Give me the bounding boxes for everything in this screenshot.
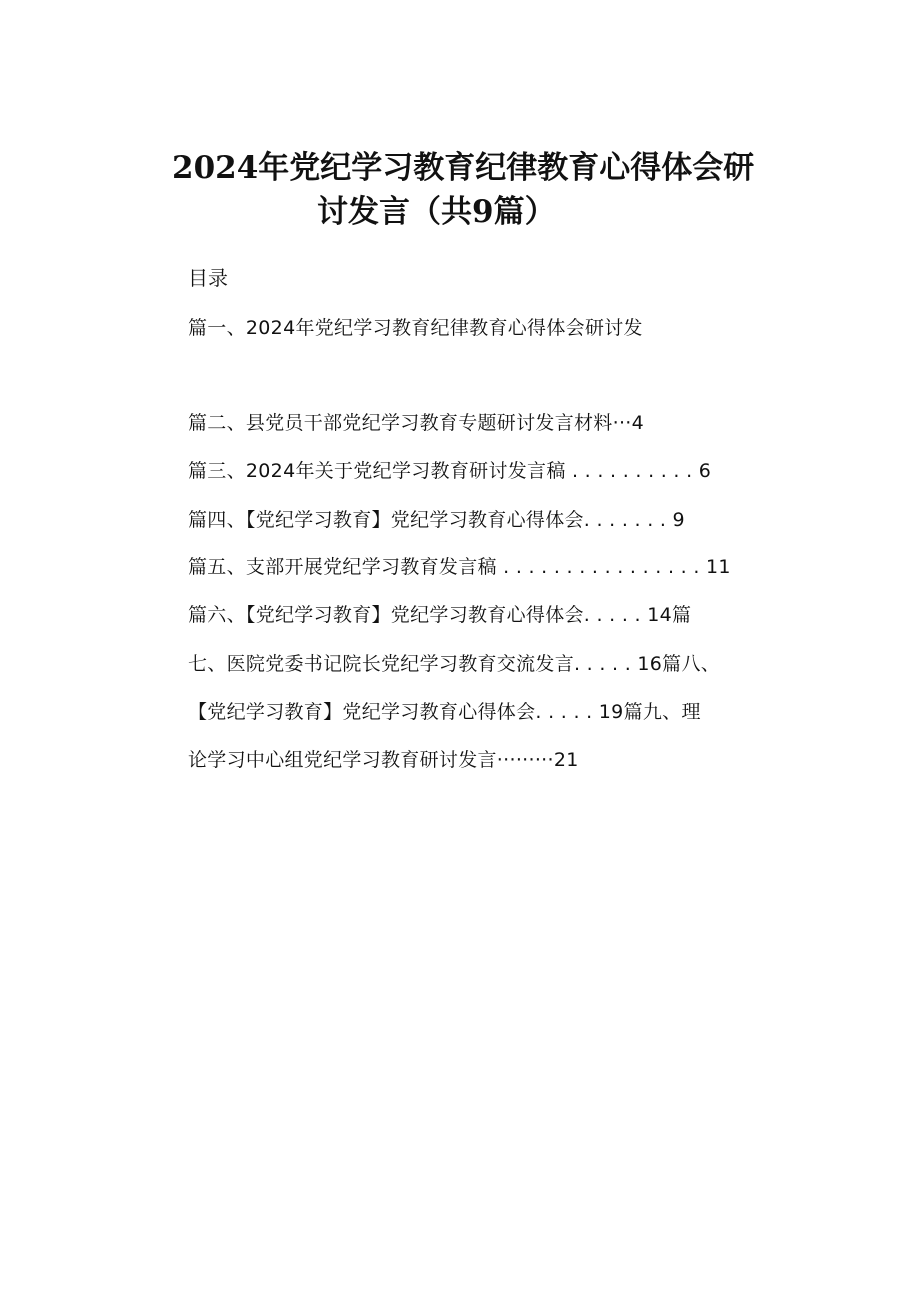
document-title-line-1: 2024年党纪学习教育纪律教育心得体会研 bbox=[172, 150, 755, 186]
toc-line: 篇一、2024年党纪学习教育纪律教育心得体会研讨发 bbox=[188, 317, 643, 339]
toc-line: 篇四、【党纪学习教育】党纪学习教育心得体会. . . . . . . 9 bbox=[188, 509, 685, 531]
toc-line: 篇六、【党纪学习教育】党纪学习教育心得体会. . . . . 14篇 bbox=[188, 604, 692, 626]
toc-line: 论学习中心组党纪学习教育研讨发言·········21 bbox=[188, 749, 579, 771]
toc-heading: 目录 bbox=[188, 266, 228, 290]
toc-line: 篇二、县党员干部党纪学习教育专题研讨发言材料···4 bbox=[188, 412, 645, 434]
toc-line: 篇三、2024年关于党纪学习教育研讨发言稿 . . . . . . . . . . 6 bbox=[188, 460, 712, 482]
toc-line: 篇五、支部开展党纪学习教育发言稿 . . . . . . . . . . . . . . . . 11 bbox=[188, 556, 731, 578]
toc-line: 【党纪学习教育】党纪学习教育心得体会. . . . . 19篇九、理 bbox=[188, 701, 701, 723]
document-title-line-2: 讨发言（共9篇） bbox=[317, 194, 556, 230]
toc-line: 七、医院党委书记院长党纪学习教育交流发言. . . . . 16篇八、 bbox=[188, 653, 721, 675]
